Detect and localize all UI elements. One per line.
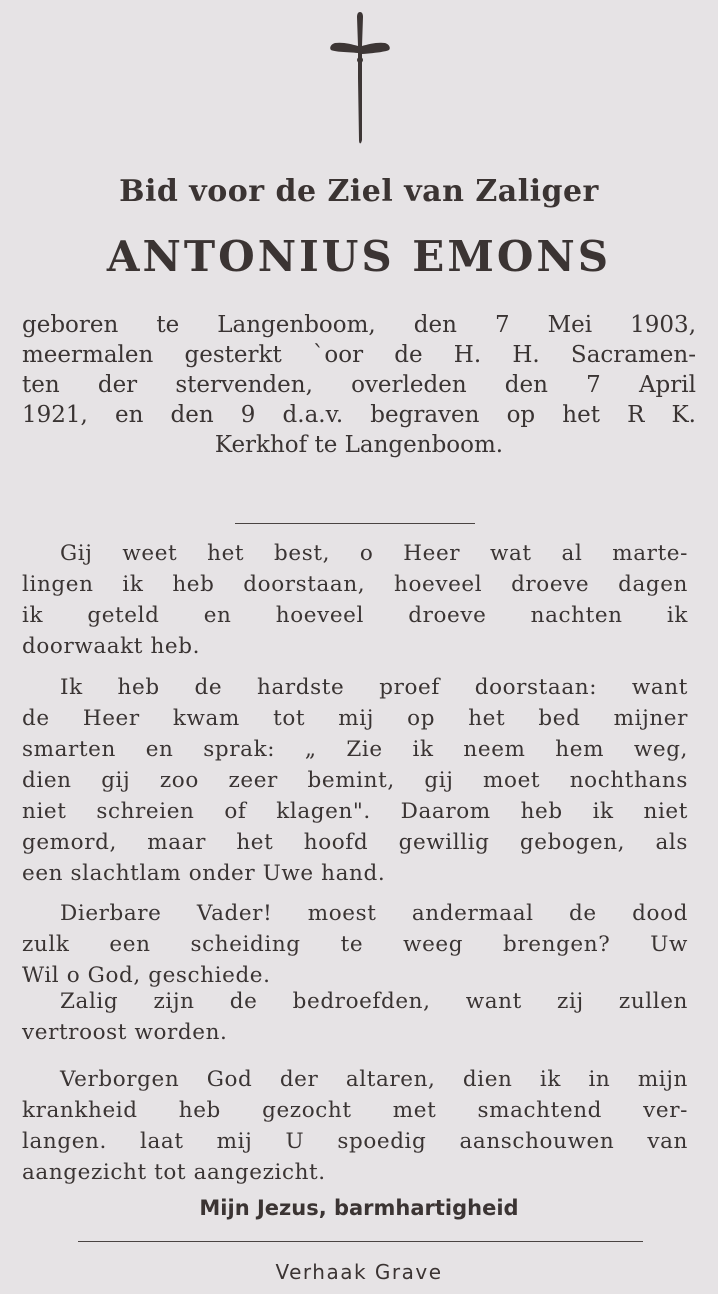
paragraph-2: [22, 672, 688, 889]
text-line: aangezicht tot aangezicht.: [22, 1160, 326, 1185]
paragraph-3: [22, 898, 688, 991]
closing-invocation: Mijn Jezus, barmhartigheid: [199, 1196, 519, 1220]
printer-credit: Verhaak Grave: [275, 1260, 443, 1284]
intro-line: ten der stervenden, overleden den 7 April: [22, 372, 696, 398]
prayer-text: [22, 538, 688, 1188]
divider-bottom: [78, 1241, 643, 1242]
paragraph-5: [22, 1064, 688, 1188]
text-line: smarten en sprak: „ Zie ik neem hem weg,: [22, 737, 688, 762]
text-line: langen. laat mij U spoedig aanschouwen van: [22, 1129, 688, 1154]
text-line: Dierbare Vader! moest andermaal de dood: [60, 901, 688, 926]
intro-line: meermalen gesterkt `oor de H. H. Sacramen-: [22, 342, 696, 368]
text-line: gemord, maar het hoofd gewillig gebogen, als: [22, 830, 688, 855]
text-line: Gij weet het best, o Heer wat al marte-: [60, 541, 688, 566]
paragraph-1: [22, 538, 688, 662]
text-line: de Heer kwam tot mij op het bed mijner: [22, 706, 688, 731]
text-line: Zalig zijn de bedroefden, want zij zullen: [60, 989, 688, 1014]
text-line: Verborgen God der altaren, dien ik in mijn: [60, 1067, 688, 1092]
text-line: een slachtlam onder Uwe hand.: [22, 861, 386, 886]
text-line: doorwaakt heb.: [22, 634, 201, 659]
text-line: niet schreien of klagen". Daarom heb ik niet: [22, 799, 688, 824]
paragraph-4: [22, 986, 688, 1048]
intro-line: geboren te Langenboom, den 7 Mei 1903,: [22, 312, 696, 338]
text-line: Wil o God, geschiede.: [22, 963, 271, 988]
text-line: Ik heb de hardste proef doorstaan: want: [60, 675, 688, 700]
text-line: zulk een scheiding te weeg brengen? Uw: [22, 932, 688, 957]
text-line: lingen ik heb doorstaan, hoeveel droeve dagen: [22, 572, 688, 597]
cross-icon: [325, 8, 395, 148]
intro-line: 1921, en den 9 d.a.v. begraven op het R K.: [22, 402, 696, 428]
prayer-heading: Bid voor de Ziel van Zaliger: [119, 174, 599, 209]
deceased-name: ANTONIUS EMONS: [106, 232, 612, 281]
text-line: ik geteld en hoeveel droeve nachten ik: [22, 603, 688, 628]
biographical-details: [22, 310, 696, 460]
text-line: vertroost worden.: [22, 1020, 228, 1045]
text-line: dien gij zoo zeer bemint, gij moet nochthans: [22, 768, 688, 793]
intro-last-line: Kerkhof te Langenboom.: [214, 432, 504, 458]
text-line: krankheid heb gezocht met smachtend ver-: [22, 1098, 688, 1123]
divider-top: [235, 523, 475, 524]
